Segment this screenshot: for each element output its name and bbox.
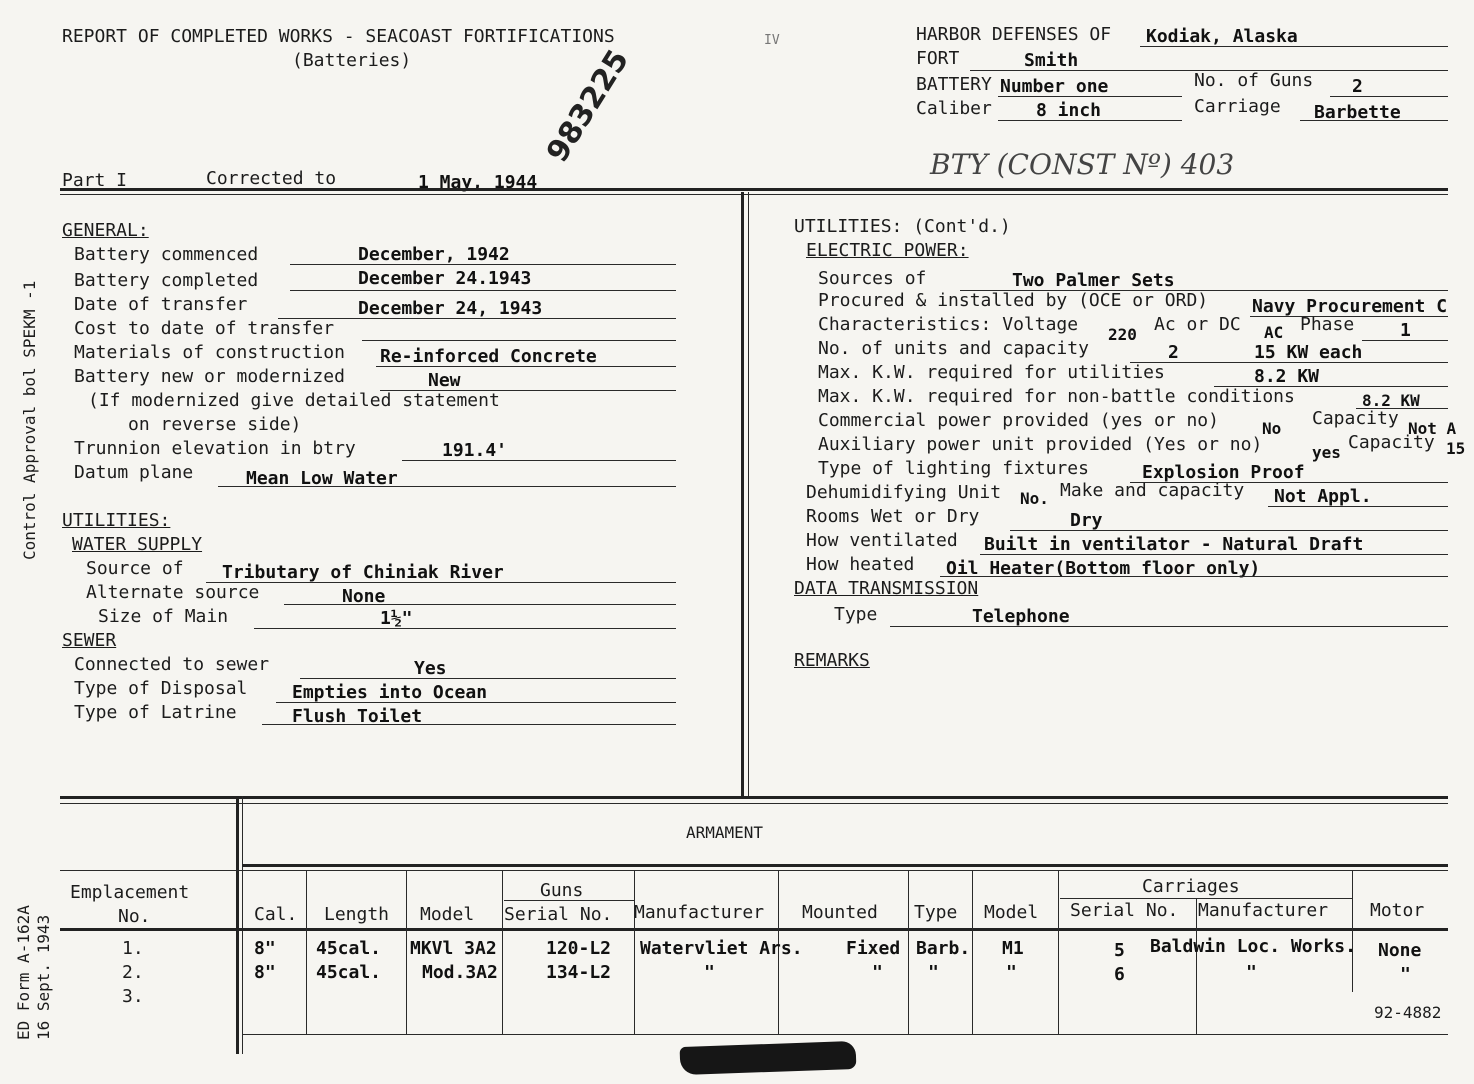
make-underline bbox=[1268, 506, 1448, 507]
col-carriage-model-header: Model bbox=[984, 902, 1039, 923]
auxiliary-label: Auxiliary power unit provided (Yes or no) bbox=[818, 434, 1263, 455]
procured-value: Navy Procurement C bbox=[1252, 296, 1448, 317]
harbor-value: Kodiak, Alaska bbox=[1146, 26, 1298, 47]
phase-underline bbox=[1362, 340, 1448, 341]
heated-label: How heated bbox=[806, 554, 915, 575]
row2-serial: 134-L2 bbox=[546, 962, 612, 983]
row2-carriage-manufacturer: " bbox=[1246, 962, 1257, 983]
auxiliary-capacity-value: 15 bbox=[1446, 439, 1466, 458]
alternate-source-value: None bbox=[342, 586, 386, 607]
col-sep-7 bbox=[972, 870, 973, 1034]
corrected-value: 1 May, 1944 bbox=[418, 172, 538, 193]
row1-manufacturer: Watervliet Ars. bbox=[640, 938, 803, 959]
rooms-underline bbox=[1010, 530, 1448, 531]
trunnion-value: 191.4' bbox=[442, 440, 508, 461]
header-rule bbox=[60, 188, 1448, 191]
part-label: Part I bbox=[62, 170, 128, 191]
sewer-heading: SEWER bbox=[62, 630, 117, 651]
form-number-line1: ED Form A-162A bbox=[14, 905, 33, 1040]
corner-mark: IV bbox=[764, 33, 780, 48]
col-sep-10 bbox=[1352, 870, 1353, 992]
handwritten-note: BTY (CONST Nº) 403 bbox=[930, 148, 1235, 181]
utilities-heading: UTILITIES: bbox=[62, 510, 171, 531]
acdc-label: Ac or DC bbox=[1154, 314, 1241, 335]
col-serial-header: Serial No. bbox=[504, 904, 613, 925]
auxiliary-capacity-label: Capacity bbox=[1348, 432, 1435, 453]
carriage-underline bbox=[1300, 120, 1448, 121]
characteristics-label: Characteristics: Voltage bbox=[818, 314, 1079, 335]
row2-no: 2. bbox=[122, 962, 144, 983]
trunnion-underline bbox=[402, 460, 676, 461]
ventilated-underline bbox=[980, 554, 1448, 555]
column-header-rule bbox=[60, 928, 1448, 931]
main-size-label: Size of Main bbox=[98, 606, 229, 627]
transfer-underline bbox=[278, 318, 676, 319]
lighting-value: Explosion Proof bbox=[1142, 462, 1305, 483]
new-mod-label: Battery new or modernized bbox=[74, 366, 345, 387]
row1-serial: 120-L2 bbox=[546, 938, 612, 959]
remarks-heading: REMARKS bbox=[794, 650, 870, 671]
carriages-group-rule bbox=[1060, 898, 1352, 899]
caliber-value: 8 inch bbox=[1036, 100, 1102, 121]
col-length-header: Length bbox=[324, 904, 390, 925]
water-source-underline bbox=[206, 582, 676, 583]
heated-value: Oil Heater(Bottom floor only) bbox=[946, 558, 1261, 579]
datum-underline bbox=[218, 486, 676, 487]
completed-underline bbox=[290, 290, 676, 291]
col-sep-9 bbox=[1196, 898, 1197, 1034]
armament-top-rule-2 bbox=[60, 803, 1448, 804]
dehum-value: No. bbox=[1020, 489, 1049, 508]
maxkw-value: 8.2 KW bbox=[1254, 366, 1320, 387]
armament-left-divider-2 bbox=[242, 796, 243, 1054]
form-number-line2: 16 Sept. 1943 bbox=[34, 914, 53, 1040]
disposal-underline bbox=[276, 702, 676, 703]
ventilated-label: How ventilated bbox=[806, 530, 958, 551]
maxkw-label: Max. K.W. required for utilities bbox=[818, 362, 1165, 383]
guns-value: 2 bbox=[1352, 76, 1363, 97]
report-title: REPORT OF COMPLETED WORKS - SEACOAST FORTIFICATIONS bbox=[62, 26, 615, 47]
col-motor-header: Motor bbox=[1370, 900, 1425, 921]
dehum-label: Dehumidifying Unit bbox=[806, 482, 1002, 503]
row2-carriage-serial: 6 bbox=[1114, 964, 1125, 985]
carriage-value: Barbette bbox=[1314, 102, 1401, 123]
report-subtitle: (Batteries) bbox=[292, 50, 412, 71]
main-size-underline bbox=[254, 628, 676, 629]
section-divider bbox=[741, 192, 744, 796]
completed-value: December 24.1943 bbox=[358, 268, 532, 289]
materials-value: Re-inforced Concrete bbox=[380, 346, 597, 367]
heated-underline bbox=[940, 576, 1448, 577]
row3-no: 3. bbox=[122, 986, 144, 1007]
row2-cal: 8" bbox=[254, 962, 276, 983]
main-size-value: 1½" bbox=[380, 608, 413, 629]
harbor-label: HARBOR DEFENSES OF bbox=[916, 24, 1112, 45]
col-model-header: Model bbox=[420, 904, 475, 925]
new-mod-value: New bbox=[428, 370, 461, 391]
armament-top-rule bbox=[60, 796, 1448, 799]
datum-value: Mean Low Water bbox=[246, 468, 398, 489]
units-label: No. of units and capacity bbox=[818, 338, 1089, 359]
emplacement-no-header: No. bbox=[118, 906, 151, 927]
commercial-value: No bbox=[1262, 419, 1282, 438]
col-type-header: Type bbox=[914, 902, 958, 923]
sources-label: Sources of bbox=[818, 268, 927, 289]
row1-cal: 8" bbox=[254, 938, 276, 959]
row2-carriage-model: " bbox=[1006, 962, 1017, 983]
col-sep-6 bbox=[908, 870, 909, 1034]
alternate-source-label: Alternate source bbox=[86, 582, 260, 603]
rooms-value: Dry bbox=[1070, 510, 1103, 531]
row2-type: " bbox=[928, 962, 939, 983]
maxkw-nb-value: 8.2 KW bbox=[1362, 391, 1420, 410]
row1-length: 45cal. bbox=[316, 938, 382, 959]
col-carriage-serial-header: Serial No. bbox=[1070, 900, 1179, 921]
col-mounted-header: Mounted bbox=[802, 902, 878, 923]
data-transmission-heading: DATA TRANSMISSION bbox=[794, 578, 979, 599]
disposal-label: Type of Disposal bbox=[74, 678, 248, 699]
water-source-label: Source of bbox=[86, 558, 184, 579]
connected-label: Connected to sewer bbox=[74, 654, 270, 675]
harbor-underline bbox=[1140, 46, 1448, 47]
data-type-underline bbox=[890, 626, 1448, 627]
row2-motor: " bbox=[1400, 964, 1411, 985]
redaction-mark bbox=[680, 1041, 857, 1075]
data-type-label: Type bbox=[834, 604, 878, 625]
row2-manufacturer: " bbox=[704, 962, 715, 983]
units-count: 2 bbox=[1168, 342, 1179, 363]
commenced-underline bbox=[290, 264, 676, 265]
units-capacity: 15 KW each bbox=[1254, 342, 1363, 363]
auxiliary-value: yes bbox=[1312, 443, 1341, 462]
materials-underline bbox=[376, 366, 676, 367]
connected-value: Yes bbox=[414, 658, 447, 679]
general-heading: GENERAL: bbox=[62, 220, 149, 241]
col-cal-header: Cal. bbox=[254, 904, 298, 925]
commercial-capacity-label: Capacity bbox=[1312, 408, 1399, 429]
rooms-label: Rooms Wet or Dry bbox=[806, 506, 980, 527]
cost-underline bbox=[362, 340, 676, 341]
corrected-label: Corrected to bbox=[206, 168, 337, 189]
col-sep-3 bbox=[502, 870, 503, 1034]
commenced-value: December, 1942 bbox=[358, 244, 510, 265]
transfer-value: December 24, 1943 bbox=[358, 298, 543, 319]
phase-label: Phase bbox=[1300, 314, 1355, 335]
row1-carriage-model: M1 bbox=[1002, 938, 1024, 959]
col-sep-4 bbox=[634, 870, 635, 1034]
water-supply-heading: WATER SUPPLY bbox=[72, 534, 203, 555]
carriages-group-header: Carriages bbox=[1142, 876, 1240, 897]
armament-left-divider bbox=[236, 796, 239, 1054]
col-manufacturer-header: Manufacturer bbox=[634, 902, 765, 923]
procured-label: Procured & installed by (OCE or ORD) bbox=[818, 290, 1209, 311]
disposal-value: Empties into Ocean bbox=[292, 682, 488, 703]
note-line2: on reverse side) bbox=[128, 414, 302, 435]
lighting-label: Type of lighting fixtures bbox=[818, 458, 1089, 479]
row1-carriage-manufacturer: Baldwin Loc. Works. bbox=[1150, 936, 1356, 957]
transfer-label: Date of transfer bbox=[74, 294, 248, 315]
fort-value: Smith bbox=[1024, 50, 1079, 71]
row1-type: Barb. bbox=[916, 938, 971, 959]
guns-underline bbox=[1330, 96, 1448, 97]
armament-title: ARMAMENT bbox=[686, 823, 764, 842]
row1-mounted: Fixed bbox=[846, 938, 901, 959]
ventilated-value: Built in ventilator - Natural Draft bbox=[984, 534, 1364, 555]
make-label: Make and capacity bbox=[1060, 480, 1245, 501]
phase-value: 1 bbox=[1400, 320, 1411, 341]
cost-label: Cost to date of transfer bbox=[74, 318, 335, 339]
carriage-label: Carriage bbox=[1194, 96, 1281, 117]
battery-underline bbox=[998, 96, 1182, 97]
guns-label: No. of Guns bbox=[1194, 70, 1314, 91]
datum-label: Datum plane bbox=[74, 462, 194, 483]
alternate-source-underline bbox=[284, 604, 676, 605]
water-source-value: Tributary of Chiniak River bbox=[222, 562, 504, 583]
armament-header-rule-2 bbox=[60, 870, 1448, 871]
acdc-value: AC bbox=[1264, 323, 1284, 342]
header-rule-2 bbox=[60, 194, 1448, 195]
commercial-capacity-value: Not A bbox=[1408, 419, 1457, 438]
stamp-number: 983225 bbox=[540, 43, 637, 169]
col-sep-1 bbox=[306, 870, 307, 1034]
latrine-label: Type of Latrine bbox=[74, 702, 237, 723]
materials-label: Materials of construction bbox=[74, 342, 345, 363]
commercial-label: Commercial power provided (yes or no) bbox=[818, 410, 1219, 431]
data-type-value: Telephone bbox=[972, 606, 1070, 627]
latrine-underline bbox=[262, 724, 676, 725]
armament-bottom-rule bbox=[242, 1034, 1448, 1035]
voltage-value: 220 bbox=[1108, 325, 1137, 344]
row1-motor: None bbox=[1378, 940, 1422, 961]
battery-label: BATTERY bbox=[916, 74, 992, 95]
row1-model: MKVl 3A2 bbox=[410, 938, 497, 959]
armament-header-rule bbox=[242, 864, 1448, 867]
trunnion-label: Trunnion elevation in btry bbox=[74, 438, 356, 459]
caliber-underline bbox=[998, 120, 1182, 121]
commenced-label: Battery commenced bbox=[74, 244, 259, 265]
col-sep-2 bbox=[406, 870, 407, 1034]
caliber-label: Caliber bbox=[916, 98, 992, 119]
make-value: Not Appl. bbox=[1274, 486, 1372, 507]
doc-number: 92-4882 bbox=[1374, 1003, 1442, 1022]
electric-power-heading: ELECTRIC POWER: bbox=[806, 240, 969, 261]
completed-label: Battery completed bbox=[74, 270, 259, 291]
latrine-value: Flush Toilet bbox=[292, 706, 423, 727]
row2-mounted: " bbox=[872, 962, 883, 983]
sources-value: Two Palmer Sets bbox=[1012, 270, 1175, 291]
fort-label: FORT bbox=[916, 48, 960, 69]
row1-carriage-serial: 5 bbox=[1114, 940, 1125, 961]
row1-no: 1. bbox=[122, 938, 144, 959]
col-sep-8 bbox=[1058, 870, 1059, 1034]
units-underline bbox=[1130, 362, 1448, 363]
row2-model: Mod.3A2 bbox=[422, 962, 498, 983]
control-approval-text: Control Approval bol SPEKM -1 bbox=[20, 280, 39, 560]
maxkw-nb-label: Max. K.W. required for non-battle conditions bbox=[818, 386, 1295, 407]
col-carriage-manufacturer-header: Manufacturer bbox=[1198, 900, 1329, 921]
row2-length: 45cal. bbox=[316, 962, 382, 983]
battery-value: Number one bbox=[1000, 76, 1109, 97]
utilities-contd-heading: UTILITIES: (Cont'd.) bbox=[794, 216, 1011, 237]
note-line1: (If modernized give detailed statement bbox=[88, 390, 500, 411]
section-divider-2 bbox=[748, 192, 749, 796]
emplacement-header: Emplacement bbox=[70, 882, 190, 903]
guns-group-header: Guns bbox=[540, 880, 584, 901]
connected-underline bbox=[300, 678, 676, 679]
